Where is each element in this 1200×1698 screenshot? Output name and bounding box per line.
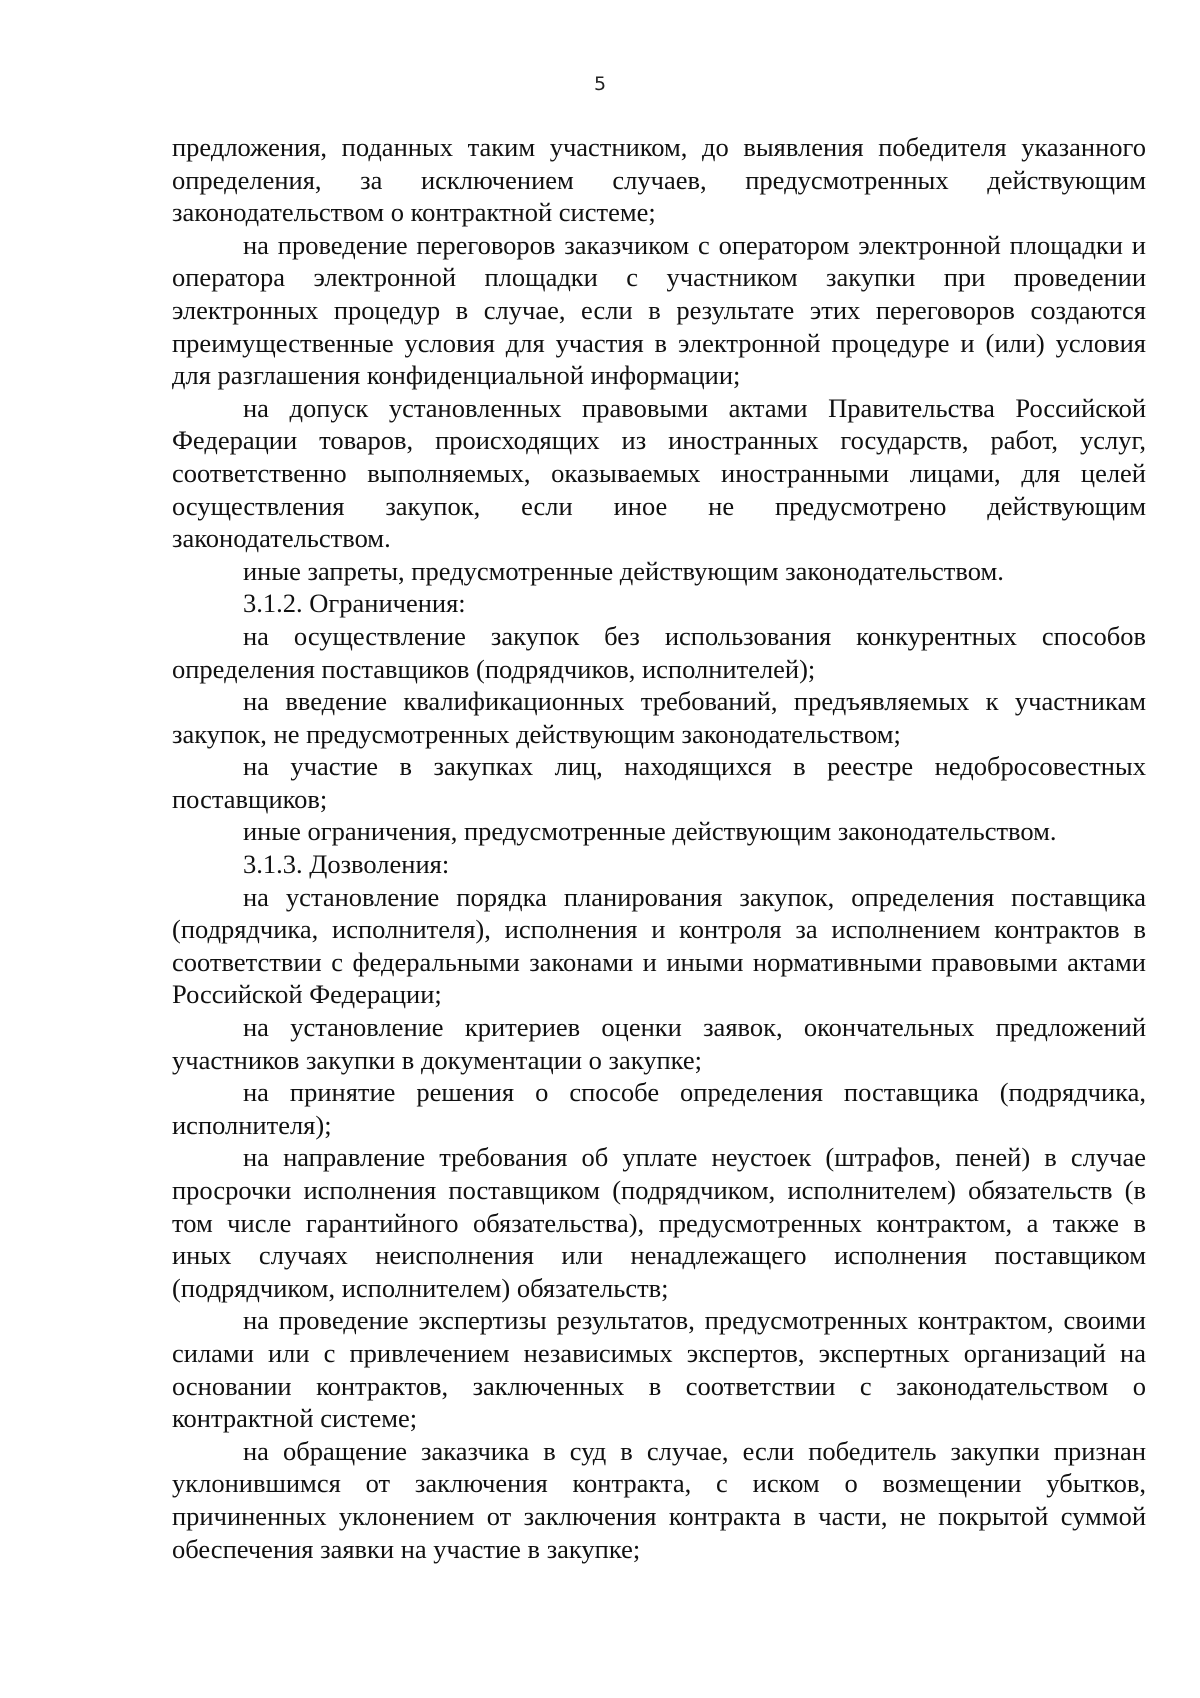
paragraph-procurement-planning: на установление порядка планирования закупок, определения поставщика (подрядчика, исполнителя), исполнения и контроля за исполнением контрактов в соответствии с федеральными законами и иными нормативными правовыми актами Российской Федерации; <box>172 881 1146 1010</box>
paragraph-other-bans: иные запреты, предусмотренные действующим законодательством. <box>243 555 1004 586</box>
paragraph-court-claim: на обращение заказчика в суд в случае, если победитель закупки признан уклонившимся от заключения контракта, с иском о возмещении убытков, причиненных уклонением от заключения контракта в части, не покрытой суммой обеспечения заявки на участие в закупке; <box>172 1435 1146 1564</box>
paragraph-penalty-claims: на направление требования об уплате неустоек (штрафов, пеней) в случае просрочки исполнения поставщиком (подрядчиком, исполнителем) обязательств (в том числе гарантийного обязательства), предусмотренных контрактом, а также в иных случаях неисполнения или ненадлежащего исполнения поставщиком (подрядчиком, исполнителем) обязательств; <box>172 1142 1146 1303</box>
paragraph-expert-review: на проведение экспертизы результатов, предусмотренных контрактом, своими силами или с привлечением независимых экспертов, экспертных организаций на основании контрактов, заключенных в соответствии с законодательством о контрактной системе; <box>172 1305 1146 1434</box>
paragraph-negotiations-ban: на проведение переговоров заказчиком с оператором электронной площадки и оператора электронной площадки с участником закупки при проведении электронных процедур в случае, если в результате этих переговоров создаются преимущественные условия для участия в электронной процедуре и (или) условия для разглашения конфиденциальной информации; <box>172 229 1146 391</box>
page-number: 5 <box>593 73 607 95</box>
section-heading-permissions: 3.1.3. Дозволения: <box>243 849 450 880</box>
paragraph-supplier-method: на принятие решения о способе определения поставщика (подрядчика, исполнителя); <box>172 1077 1146 1140</box>
paragraph-foreign-goods-ban: на допуск установленных правовыми актами Правительства Российской Федерации товаров, происходящих из иностранных государств, работ, услуг, соответственно выполняемых, оказываемых иностранными лицами, для целей осуществления закупок, если иное не предусмотрено действующим законодательством. <box>172 392 1146 554</box>
paragraph-unfair-suppliers: на участие в закупках лиц, находящихся в реестре недобросовестных поставщиков; <box>172 751 1146 814</box>
paragraph-other-restrictions: иные ограничения, предусмотренные действующим законодательством. <box>243 816 1057 847</box>
paragraph-continuation: предложения, поданных таким участником, до выявления победителя указанного определения, за исключением случаев, предусмотренных действующим законодательством о контрактной системе; <box>172 132 1146 228</box>
paragraph-qualification-requirements: на введение квалификационных требований, предъявляемых к участникам закупок, не предусмотренных действующим законодательством; <box>172 686 1146 749</box>
paragraph-evaluation-criteria: на установление критериев оценки заявок, окончательных предложений участников закупки в документации о закупке; <box>172 1012 1146 1075</box>
document-body <box>172 131 1146 1565</box>
paragraph-noncompetitive-procurement: на осуществление закупок без использования конкурентных способов определения поставщиков (подрядчиков, исполнителей); <box>172 620 1146 684</box>
section-heading-restrictions: 3.1.2. Ограничения: <box>243 588 466 619</box>
